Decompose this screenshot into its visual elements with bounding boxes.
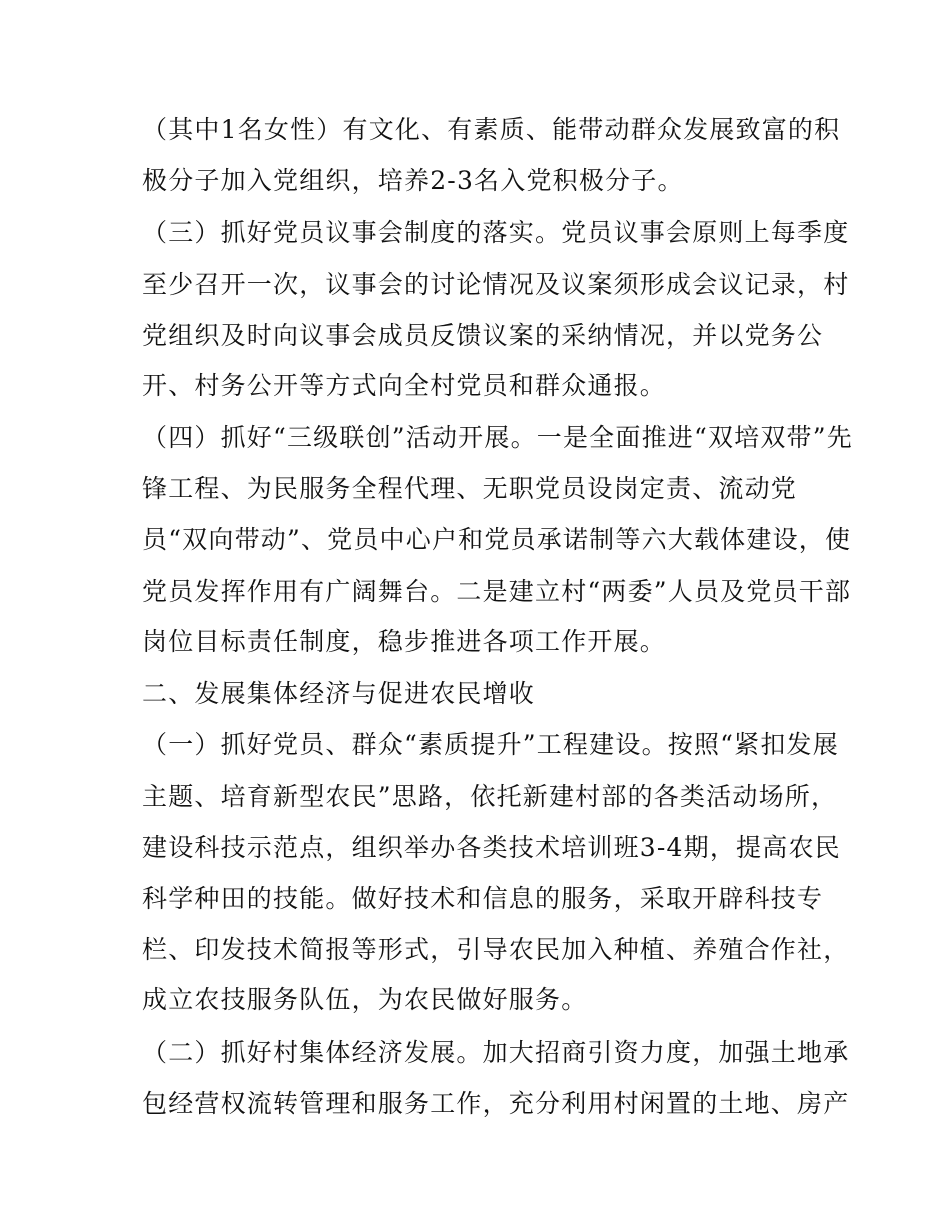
text-line: （一）抓好党员、群众“素质提升”工程建设。按照“紧扣发展 xyxy=(142,730,839,759)
text-line: （二）抓好村集体经济发展。加大招商引资力度，加强土地承 xyxy=(142,1038,850,1067)
text-line: 成立农技服务队伍，为农民做好服务。 xyxy=(142,985,588,1014)
text-line: （其中1名女性）有文化、有素质、能带动群众发展致富的积 xyxy=(142,115,841,144)
text-line: 包经营权流转管理和服务工作，充分利用村闲置的土地、房产 xyxy=(142,1089,850,1118)
text-line: 岗位目标责任制度，稳步推进各项工作开展。 xyxy=(142,627,667,656)
text-line: 开、村务公开等方式向全村党员和群众通报。 xyxy=(142,371,667,400)
text-line: （三）抓好党员议事会制度的落实。党员议事会原则上每季度 xyxy=(142,218,850,247)
text-line: 锋工程、为民服务全程代理、无职党员设岗定责、流动党 xyxy=(142,474,798,503)
text-line: 科学种田的技能。做好技术和信息的服务，采取开辟科技专 xyxy=(142,884,824,913)
text-line: 党组织及时向议事会成员反馈议案的采纳情况，并以党务公 xyxy=(142,321,824,350)
text-line: （四）抓好“三级联创”活动开展。一是全面推进“双培双带”先 xyxy=(142,423,853,452)
text-line: 党员发挥作用有广阔舞台。二是建立村“两委”人员及党员干部 xyxy=(142,577,852,606)
text-line: 栏、印发技术简报等形式，引导农民加入种植、养殖合作社， xyxy=(142,935,850,964)
text-line: 极分子加入党组织，培养2-3名入党积极分子。 xyxy=(142,166,684,195)
text-line: 员“双向带动”、党员中心户和党员承诺制等六大载体建设，使 xyxy=(142,525,852,554)
text-line: 主题、培育新型农民”思路，依托新建村部的各类活动场所， xyxy=(142,782,838,811)
section-heading: 二、发展集体经济与促进农民增收 xyxy=(142,679,536,708)
text-line: 至少召开一次，议事会的讨论情况及议案须形成会议记录，村 xyxy=(142,270,850,299)
text-line: 建设科技示范点，组织举办各类技术培训班3-4期，提高农民 xyxy=(142,833,841,862)
